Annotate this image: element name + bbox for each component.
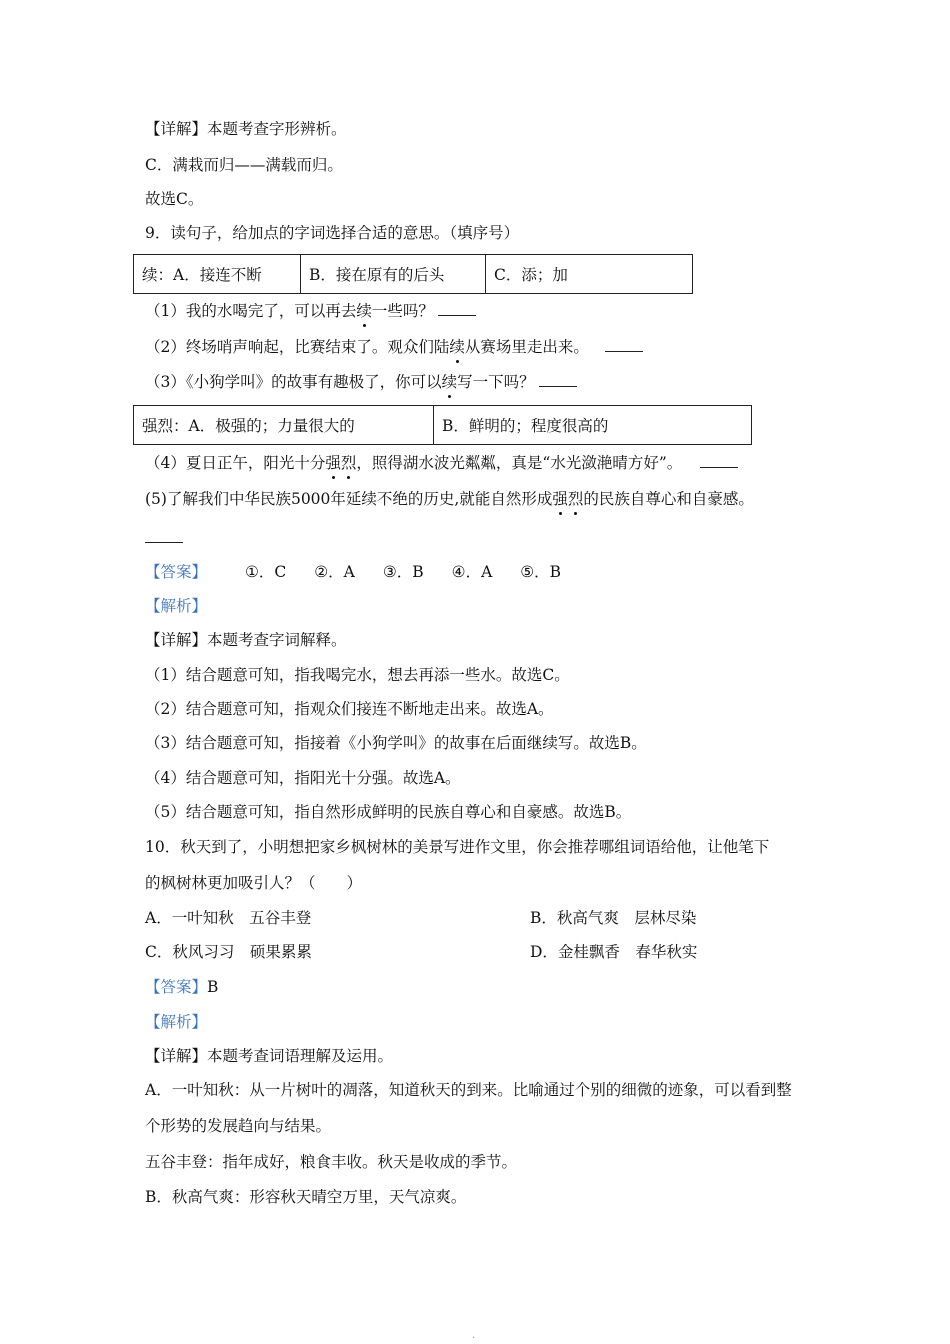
detail-line: 【详解】本题考查字形辨析。 — [145, 120, 347, 138]
sentence-4: （4）夏日正午，阳光十分强烈，照得湖水波光粼粼，真是“水光潋滟晴方好”。 — [145, 453, 738, 473]
analysis-a-line1: A．一叶知秋：从一片树叶的凋落，知道秋天的到来。比喻通过个别的细微的迹象，可以看到整 — [145, 1081, 792, 1099]
detail-line: 【详解】本题考查字词解释。 — [145, 631, 347, 649]
meaning-option: B．接在原有的后头 — [301, 255, 486, 294]
dotted-char: 续 — [441, 373, 458, 391]
correction-line: C．满栽而归——满载而归。 — [145, 156, 343, 174]
answer-row — [145, 977, 218, 997]
meaning-table-qianglie — [133, 405, 752, 445]
analysis-a-line3: 五谷丰登：指年成好，粮食丰收。秋天是收成的季节。 — [145, 1153, 518, 1171]
answer-blank — [438, 301, 476, 316]
option-d: D．金桂飘香 春华秋实 — [530, 943, 698, 961]
meaning-table-xu — [133, 254, 693, 294]
analysis-tag: 【解析】 — [145, 1013, 208, 1031]
explanation-2: （2）结合题意可知，指观众们接连不断地走出来。故选A。 — [145, 700, 554, 718]
meaning-option: 续：A．接连不断 — [134, 255, 301, 294]
answer-item: ③．B — [382, 563, 424, 581]
sentence-5-blank-line — [145, 528, 183, 548]
sentence-3: （3）《小狗学叫》的故事有趣极了，你可以续写一下吗？ — [145, 372, 577, 392]
question-10-stem-cont: 的枫树林更加吸引人？（ ） — [145, 874, 363, 892]
answer-row — [145, 562, 589, 582]
analysis-b-line1: B．秋高气爽：形容秋天晴空万里，天气凉爽。 — [145, 1188, 467, 1206]
dotted-char: 强 — [325, 454, 341, 472]
footer-mark: . — [472, 1330, 476, 1341]
answer-tag: 【答案】 — [145, 978, 208, 996]
answer-blank — [605, 337, 643, 352]
answer-value: B — [207, 978, 219, 996]
answer-blank — [700, 453, 738, 468]
dotted-char: 烈 — [567, 490, 584, 508]
choose-line: 故选C。 — [145, 190, 204, 208]
option-b: B．秋高气爽 层林尽染 — [530, 909, 697, 927]
option-c: C．秋风习习 硕果累累 — [145, 943, 312, 961]
dotted-char: 续 — [449, 338, 465, 356]
question-10-stem: 10．秋天到了，小明想把家乡枫树林的美景写进作文里，你会推荐哪组词语给他，让他笔下 — [145, 838, 770, 856]
meaning-option: 强烈：A．极强的；力量很大的 — [134, 406, 434, 445]
answer-blank — [145, 528, 183, 543]
explanation-1: （1）结合题意可知，指我喝完水，想去再添一些水。故选C。 — [145, 666, 570, 684]
sentence-5: (5)了解我们中华民族5000年延续不绝的历史,就能自然形成强烈的民族自尊心和自豪感。 — [145, 490, 754, 508]
answer-item: ④．A — [451, 563, 493, 581]
explanation-3: （3）结合题意可知，指接着《小狗学叫》的故事在后面继续写。故选B。 — [145, 734, 647, 752]
question-9-stem: 9．读句子，给加点的字词选择合适的意思。（填序号） — [145, 224, 520, 242]
answer-item: ⑤．B — [520, 563, 562, 581]
meaning-option: C．添；加 — [486, 255, 693, 294]
dotted-char: 强 — [552, 490, 568, 508]
dotted-char: 烈 — [340, 454, 357, 472]
detail-line: 【详解】本题考查词语理解及运用。 — [145, 1047, 394, 1065]
explanation-4: （4）结合题意可知，指阳光十分强。故选A。 — [145, 769, 461, 787]
option-a: A．一叶知秋 五谷丰登 — [145, 909, 312, 927]
answer-item: ②．A — [314, 563, 355, 581]
meaning-option: B．鲜明的；程度很高的 — [434, 406, 752, 445]
analysis-a-line2: 个形势的发展趋向与结果。 — [145, 1117, 332, 1135]
sentence-1: （1）我的水喝完了，可以再去续一些吗？ — [145, 301, 476, 321]
dotted-char: 续 — [356, 302, 372, 320]
answer-tag: 【答案】 — [145, 563, 208, 581]
explanation-5: （5）结合题意可知，指自然形成鲜明的民族自尊心和自豪感。故选B。 — [145, 803, 632, 821]
answer-item: ①．C — [245, 563, 287, 581]
sentence-2: （2）终场哨声响起，比赛结束了。观众们陆续从赛场里走出来。 — [145, 337, 643, 357]
answer-blank — [539, 372, 577, 387]
analysis-tag: 【解析】 — [145, 597, 208, 615]
